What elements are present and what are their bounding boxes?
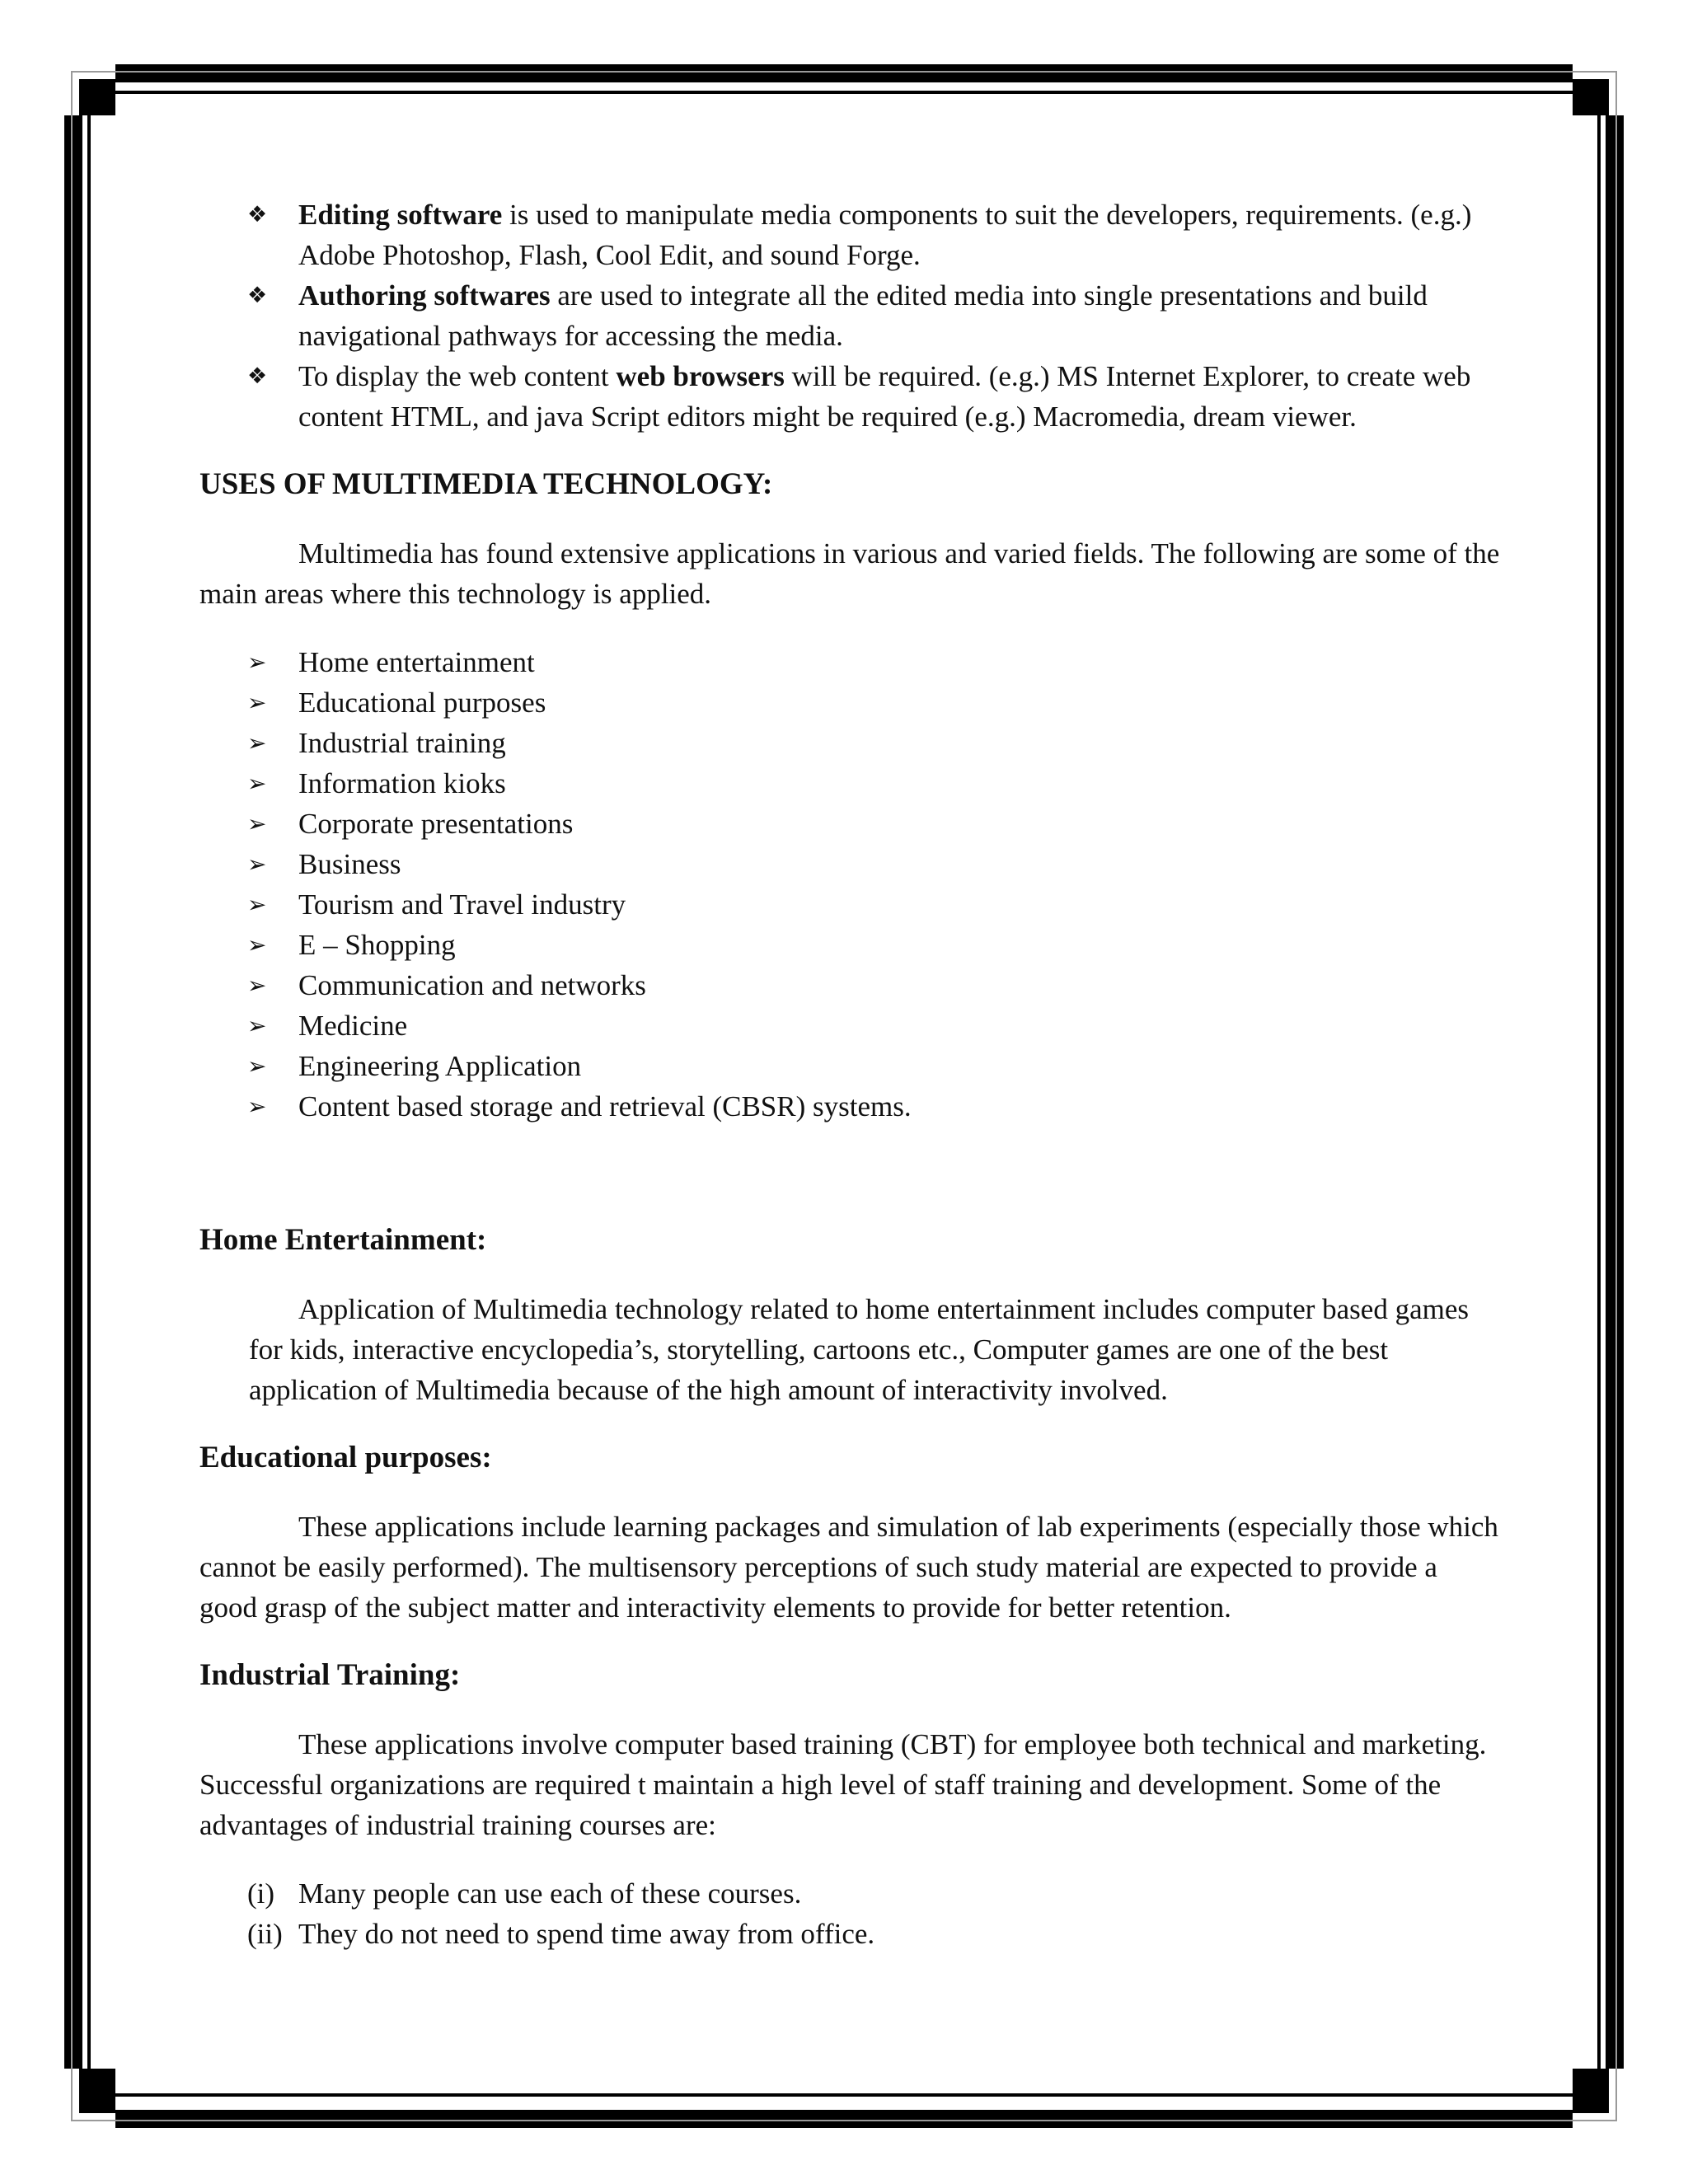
item-text: Industrial training [298,727,506,759]
arrow-bullet-icon: ➢ [247,649,267,676]
item-text: Information kioks [298,767,506,799]
item-text: Engineering Application [298,1050,582,1082]
list-item [199,965,1502,1005]
term-bold: web browsers [616,360,785,392]
arrow-bullet-icon: ➢ [247,1093,267,1120]
list-item [199,925,1502,965]
home-body: Application of Multimedia technology related to home entertainment includes computer based games for kids, interactive encyclopedia’s, storytelling, cartoons etc., Computer games are one of the best application of Multimedia because of the high amount of interactivity involved. [249,1293,1469,1406]
border-hair-left [71,71,73,2121]
item-number: (ii) [247,1918,283,1950]
list-item [199,1005,1502,1046]
item-text: Tourism and Travel industry [298,888,626,921]
item-text: are used to integrate all the edited media into single presentations and build navigational pathways for accessing the media. [298,279,1428,352]
list-item [199,1046,1502,1086]
arrow-bullet-icon: ➢ [247,1052,267,1080]
list-item [199,1873,1502,1914]
border-inner-left [87,91,91,2097]
industrial-heading: Industrial Training: [199,1658,461,1692]
arrow-bullet-icon: ➢ [247,689,267,716]
list-item [199,844,1502,884]
industrial-body: These applications involve computer based training (CBT) for employee both technical and marketing. Successful organizations are required t maintain a high level of staff training and development. Some of the advantages of industrial training courses are: [199,1728,1487,1841]
education-heading: Educational purposes: [199,1441,492,1474]
item-text: E – Shopping [298,929,456,961]
item-text: Business [298,848,401,880]
item-text: Many people can use each of these courses. [298,1877,802,1910]
item-text-pre: To display the web content [298,360,617,392]
term-bold: Editing software [298,199,503,231]
border-hair-bottom [71,2120,1617,2121]
item-text: Home entertainment [298,646,535,678]
border-corner-br [1573,2069,1609,2113]
item-text: Content based storage and retrieval (CBSR) systems. [298,1090,912,1122]
border-left-bar [64,115,82,2069]
page-content [199,194,1502,1954]
list-item [199,682,1502,723]
item-text: Educational purposes [298,687,546,719]
arrow-bullet-icon: ➢ [247,810,267,837]
border-inner-right [1597,91,1601,2097]
uses-heading: USES OF MULTIMEDIA TECHNOLOGY: [199,467,773,501]
item-text: Corporate presentations [298,808,574,840]
border-bottom-bar [115,2110,1573,2128]
arrow-bullet-icon: ➢ [247,1012,267,1039]
item-number: (i) [247,1877,275,1910]
arrow-bullet-icon: ➢ [247,891,267,918]
border-inner-top [87,91,1601,94]
border-corner-bl [79,2069,115,2113]
border-hair-right [1615,71,1617,2121]
uses-list [199,642,1502,1127]
list-item [199,194,1502,275]
arrow-bullet-icon: ➢ [247,729,267,757]
list-item [199,356,1502,437]
list-item [199,804,1502,844]
home-heading: Home Entertainment: [199,1223,487,1257]
border-top-bar [115,64,1573,82]
list-item [199,1086,1502,1127]
item-text: is used to manipulate media components to suit the developers, requirements. (e.g.) Adobe Photoshop, Flash, Cool Edit, and sound Forge. [298,199,1472,271]
border-inner-bottom [87,2093,1601,2097]
list-item [199,1914,1502,1954]
list-item [199,884,1502,925]
arrow-bullet-icon: ➢ [247,851,267,878]
list-item [199,763,1502,804]
arrow-bullet-icon: ➢ [247,770,267,797]
item-text: Communication and networks [298,969,646,1001]
education-body: These applications include learning packages and simulation of lab experiments (especially those which cannot be easily performed). The multisensory perceptions of such study material are expected to provide a good grasp of the subject matter and interactivity elements to provide for better retention. [199,1511,1498,1624]
item-text: will be required. (e.g.) MS Internet Explorer, to create web content HTML, and java Script editors might be required (e.g.) Macromedia, dream viewer. [298,360,1471,433]
border-corner-tr [1573,79,1609,115]
uses-intro: Multimedia has found extensive applications in various and varied fields. The following are some of the main areas where this technology is applied. [199,537,1500,610]
diamond-bullet-icon: ❖ [247,283,268,308]
border-hair-top [71,71,1617,73]
border-corner-tl [79,79,115,115]
arrow-bullet-icon: ➢ [247,972,267,999]
list-item [199,723,1502,763]
item-text: Medicine [298,1010,408,1042]
item-text: They do not need to spend time away from office. [298,1918,875,1950]
diamond-bullet-icon: ❖ [247,363,268,389]
software-list [199,194,1502,437]
diamond-bullet-icon: ❖ [247,202,268,227]
term-bold: Authoring softwares [298,279,551,312]
arrow-bullet-icon: ➢ [247,931,267,958]
list-item [199,275,1502,356]
border-right-bar [1606,115,1624,2069]
list-item [199,642,1502,682]
advantages-list [199,1873,1502,1954]
